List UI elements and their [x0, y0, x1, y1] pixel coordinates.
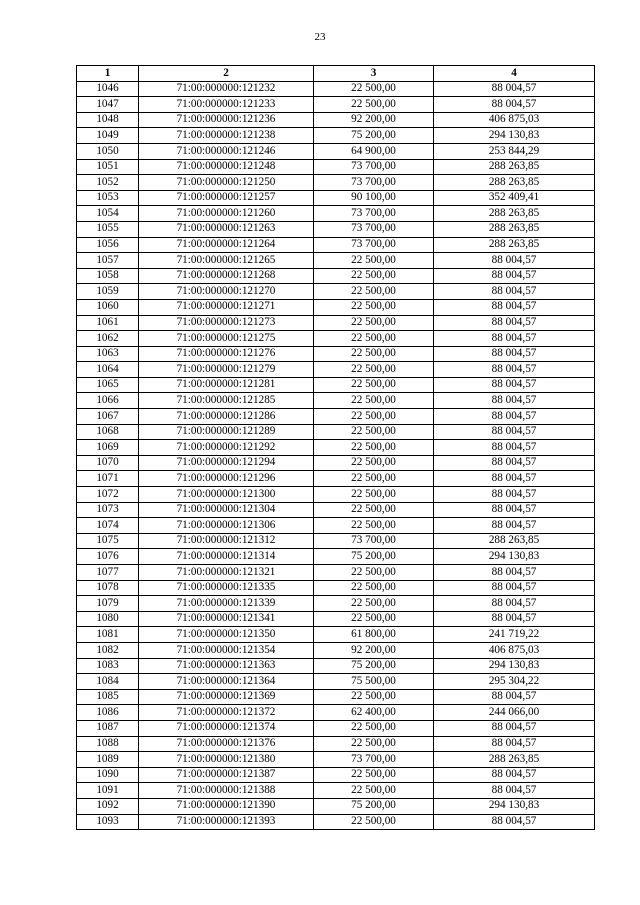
amount-cell: 288 263,85: [434, 159, 595, 175]
amount-cell: 88 004,57: [434, 611, 595, 627]
amount-cell: 288 263,85: [434, 175, 595, 191]
row-number-cell: 1067: [77, 409, 139, 425]
row-number-cell: 1079: [77, 596, 139, 612]
value-cell: 22 500,00: [314, 518, 434, 534]
cadastral-number-cell: 71:00:000000:121285: [139, 393, 314, 409]
table-header: [77, 66, 595, 82]
row-number-cell: 1077: [77, 565, 139, 581]
value-cell: 22 500,00: [314, 299, 434, 315]
cadastral-number-cell: 71:00:000000:121300: [139, 487, 314, 503]
row-number-cell: 1048: [77, 112, 139, 128]
value-cell: 73 700,00: [314, 175, 434, 191]
row-number-cell: 1083: [77, 658, 139, 674]
value-cell: 22 500,00: [314, 253, 434, 269]
amount-cell: 88 004,57: [434, 393, 595, 409]
column-header: 3: [314, 66, 434, 82]
column-header: 2: [139, 66, 314, 82]
value-cell: 75 200,00: [314, 798, 434, 814]
amount-cell: 88 004,57: [434, 471, 595, 487]
row-number-cell: 1082: [77, 642, 139, 658]
cadastral-number-cell: 71:00:000000:121339: [139, 596, 314, 612]
table-row: [77, 705, 595, 721]
amount-cell: 88 004,57: [434, 502, 595, 518]
amount-cell: 294 130,83: [434, 798, 595, 814]
table-row: [77, 409, 595, 425]
amount-cell: 88 004,57: [434, 689, 595, 705]
value-cell: 22 500,00: [314, 377, 434, 393]
cadastral-number-cell: 71:00:000000:121263: [139, 221, 314, 237]
cadastral-number-cell: 71:00:000000:121238: [139, 128, 314, 144]
amount-cell: 295 304,22: [434, 674, 595, 690]
table-row: [77, 455, 595, 471]
value-cell: 22 500,00: [314, 580, 434, 596]
table-row: [77, 159, 595, 175]
row-number-cell: 1064: [77, 362, 139, 378]
value-cell: 22 500,00: [314, 315, 434, 331]
row-number-cell: 1074: [77, 518, 139, 534]
value-cell: 90 100,00: [314, 190, 434, 206]
table-row: [77, 596, 595, 612]
amount-cell: 88 004,57: [434, 580, 595, 596]
amount-cell: 294 130,83: [434, 128, 595, 144]
cadastral-number-cell: 71:00:000000:121268: [139, 268, 314, 284]
value-cell: 73 700,00: [314, 752, 434, 768]
cadastral-number-cell: 71:00:000000:121388: [139, 783, 314, 799]
value-cell: 22 500,00: [314, 720, 434, 736]
table-row: [77, 206, 595, 222]
table-row: [77, 81, 595, 97]
table-row: [77, 752, 595, 768]
value-cell: 22 500,00: [314, 268, 434, 284]
cadastral-number-cell: 71:00:000000:121350: [139, 627, 314, 643]
amount-cell: 88 004,57: [434, 424, 595, 440]
row-number-cell: 1047: [77, 97, 139, 113]
cadastral-number-cell: 71:00:000000:121363: [139, 658, 314, 674]
cadastral-number-cell: 71:00:000000:121286: [139, 409, 314, 425]
cadastral-table: [76, 65, 595, 830]
row-number-cell: 1084: [77, 674, 139, 690]
row-number-cell: 1088: [77, 736, 139, 752]
row-number-cell: 1058: [77, 268, 139, 284]
row-number-cell: 1050: [77, 143, 139, 159]
cadastral-number-cell: 71:00:000000:121248: [139, 159, 314, 175]
cadastral-number-cell: 71:00:000000:121270: [139, 284, 314, 300]
value-cell: 75 200,00: [314, 128, 434, 144]
cadastral-number-cell: 71:00:000000:121341: [139, 611, 314, 627]
cadastral-number-cell: 71:00:000000:121312: [139, 533, 314, 549]
cadastral-number-cell: 71:00:000000:121273: [139, 315, 314, 331]
table-row: [77, 533, 595, 549]
amount-cell: 88 004,57: [434, 487, 595, 503]
cadastral-number-cell: 71:00:000000:121292: [139, 440, 314, 456]
value-cell: 22 500,00: [314, 502, 434, 518]
amount-cell: 294 130,83: [434, 658, 595, 674]
row-number-cell: 1092: [77, 798, 139, 814]
row-number-cell: 1068: [77, 424, 139, 440]
amount-cell: 288 263,85: [434, 752, 595, 768]
row-number-cell: 1073: [77, 502, 139, 518]
header-row: [77, 66, 595, 82]
cadastral-number-cell: 71:00:000000:121232: [139, 81, 314, 97]
amount-cell: 88 004,57: [434, 565, 595, 581]
value-cell: 22 500,00: [314, 783, 434, 799]
cadastral-number-cell: 71:00:000000:121321: [139, 565, 314, 581]
amount-cell: 88 004,57: [434, 814, 595, 830]
value-cell: 22 500,00: [314, 611, 434, 627]
cadastral-number-cell: 71:00:000000:121281: [139, 377, 314, 393]
row-number-cell: 1046: [77, 81, 139, 97]
amount-cell: 88 004,57: [434, 783, 595, 799]
table-row: [77, 440, 595, 456]
value-cell: 73 700,00: [314, 533, 434, 549]
value-cell: 73 700,00: [314, 237, 434, 253]
amount-cell: 288 263,85: [434, 533, 595, 549]
amount-cell: 88 004,57: [434, 315, 595, 331]
value-cell: 22 500,00: [314, 440, 434, 456]
cadastral-number-cell: 71:00:000000:121265: [139, 253, 314, 269]
amount-cell: 88 004,57: [434, 518, 595, 534]
amount-cell: 244 066,00: [434, 705, 595, 721]
cadastral-number-cell: 71:00:000000:121246: [139, 143, 314, 159]
row-number-cell: 1086: [77, 705, 139, 721]
amount-cell: 88 004,57: [434, 268, 595, 284]
cadastral-number-cell: 71:00:000000:121390: [139, 798, 314, 814]
amount-cell: 88 004,57: [434, 299, 595, 315]
amount-cell: 88 004,57: [434, 253, 595, 269]
amount-cell: 294 130,83: [434, 549, 595, 565]
cadastral-number-cell: 71:00:000000:121294: [139, 455, 314, 471]
value-cell: 22 500,00: [314, 767, 434, 783]
amount-cell: 253 844,29: [434, 143, 595, 159]
amount-cell: 288 263,85: [434, 221, 595, 237]
cadastral-number-cell: 71:00:000000:121314: [139, 549, 314, 565]
table-row: [77, 767, 595, 783]
amount-cell: 288 263,85: [434, 237, 595, 253]
row-number-cell: 1061: [77, 315, 139, 331]
table-row: [77, 736, 595, 752]
row-number-cell: 1090: [77, 767, 139, 783]
amount-cell: 88 004,57: [434, 346, 595, 362]
cadastral-number-cell: 71:00:000000:121271: [139, 299, 314, 315]
value-cell: 22 500,00: [314, 736, 434, 752]
row-number-cell: 1060: [77, 299, 139, 315]
amount-cell: 88 004,57: [434, 440, 595, 456]
table-row: [77, 299, 595, 315]
row-number-cell: 1080: [77, 611, 139, 627]
row-number-cell: 1085: [77, 689, 139, 705]
table-row: [77, 487, 595, 503]
row-number-cell: 1072: [77, 487, 139, 503]
cadastral-number-cell: 71:00:000000:121296: [139, 471, 314, 487]
amount-cell: 88 004,57: [434, 409, 595, 425]
cadastral-number-cell: 71:00:000000:121374: [139, 720, 314, 736]
table-row: [77, 221, 595, 237]
row-number-cell: 1071: [77, 471, 139, 487]
row-number-cell: 1056: [77, 237, 139, 253]
amount-cell: 88 004,57: [434, 596, 595, 612]
value-cell: 62 400,00: [314, 705, 434, 721]
table-row: [77, 268, 595, 284]
value-cell: 22 500,00: [314, 471, 434, 487]
page-number: 23: [314, 31, 326, 43]
cadastral-number-cell: 71:00:000000:121387: [139, 767, 314, 783]
value-cell: 61 800,00: [314, 627, 434, 643]
cadastral-number-cell: 71:00:000000:121376: [139, 736, 314, 752]
amount-cell: 88 004,57: [434, 377, 595, 393]
cadastral-number-cell: 71:00:000000:121369: [139, 689, 314, 705]
cadastral-number-cell: 71:00:000000:121279: [139, 362, 314, 378]
value-cell: 75 200,00: [314, 658, 434, 674]
table-row: [77, 112, 595, 128]
table-row: [77, 814, 595, 830]
amount-cell: 88 004,57: [434, 767, 595, 783]
cadastral-number-cell: 71:00:000000:121364: [139, 674, 314, 690]
cadastral-number-cell: 71:00:000000:121306: [139, 518, 314, 534]
cadastral-number-cell: 71:00:000000:121250: [139, 175, 314, 191]
table-row: [77, 642, 595, 658]
cadastral-number-cell: 71:00:000000:121335: [139, 580, 314, 596]
value-cell: 22 500,00: [314, 487, 434, 503]
row-number-cell: 1066: [77, 393, 139, 409]
column-header: 4: [434, 66, 595, 82]
value-cell: 73 700,00: [314, 221, 434, 237]
cadastral-number-cell: 71:00:000000:121380: [139, 752, 314, 768]
table-row: [77, 689, 595, 705]
table-row: [77, 580, 595, 596]
amount-cell: 88 004,57: [434, 284, 595, 300]
amount-cell: 406 875,03: [434, 112, 595, 128]
table-row: [77, 549, 595, 565]
table-row: [77, 331, 595, 347]
value-cell: 22 500,00: [314, 81, 434, 97]
value-cell: 22 500,00: [314, 565, 434, 581]
cadastral-number-cell: 71:00:000000:121275: [139, 331, 314, 347]
row-number-cell: 1075: [77, 533, 139, 549]
table-row: [77, 502, 595, 518]
row-number-cell: 1062: [77, 331, 139, 347]
table-row: [77, 393, 595, 409]
row-number-cell: 1054: [77, 206, 139, 222]
table-row: [77, 518, 595, 534]
row-number-cell: 1070: [77, 455, 139, 471]
value-cell: 22 500,00: [314, 424, 434, 440]
row-number-cell: 1057: [77, 253, 139, 269]
amount-cell: 88 004,57: [434, 362, 595, 378]
row-number-cell: 1089: [77, 752, 139, 768]
table-body: [77, 81, 595, 830]
value-cell: 22 500,00: [314, 346, 434, 362]
value-cell: 22 500,00: [314, 362, 434, 378]
amount-cell: 288 263,85: [434, 206, 595, 222]
cadastral-number-cell: 71:00:000000:121233: [139, 97, 314, 113]
table-row: [77, 97, 595, 113]
row-number-cell: 1055: [77, 221, 139, 237]
value-cell: 75 500,00: [314, 674, 434, 690]
value-cell: 22 500,00: [314, 814, 434, 830]
value-cell: 22 500,00: [314, 393, 434, 409]
table-row: [77, 284, 595, 300]
table-row: [77, 237, 595, 253]
table-row: [77, 611, 595, 627]
row-number-cell: 1081: [77, 627, 139, 643]
value-cell: 64 900,00: [314, 143, 434, 159]
row-number-cell: 1053: [77, 190, 139, 206]
amount-cell: 88 004,57: [434, 720, 595, 736]
value-cell: 22 500,00: [314, 97, 434, 113]
amount-cell: 88 004,57: [434, 736, 595, 752]
table-row: [77, 627, 595, 643]
value-cell: 92 200,00: [314, 642, 434, 658]
table-row: [77, 658, 595, 674]
cadastral-number-cell: 71:00:000000:121354: [139, 642, 314, 658]
row-number-cell: 1078: [77, 580, 139, 596]
value-cell: 73 700,00: [314, 159, 434, 175]
row-number-cell: 1051: [77, 159, 139, 175]
amount-cell: 352 409,41: [434, 190, 595, 206]
cadastral-number-cell: 71:00:000000:121393: [139, 814, 314, 830]
value-cell: 22 500,00: [314, 596, 434, 612]
row-number-cell: 1052: [77, 175, 139, 191]
amount-cell: 88 004,57: [434, 331, 595, 347]
amount-cell: 88 004,57: [434, 81, 595, 97]
column-header: 1: [77, 66, 139, 82]
table-row: [77, 362, 595, 378]
table-row: [77, 424, 595, 440]
row-number-cell: 1076: [77, 549, 139, 565]
row-number-cell: 1059: [77, 284, 139, 300]
value-cell: 92 200,00: [314, 112, 434, 128]
table-row: [77, 253, 595, 269]
cadastral-number-cell: 71:00:000000:121257: [139, 190, 314, 206]
row-number-cell: 1087: [77, 720, 139, 736]
value-cell: 22 500,00: [314, 331, 434, 347]
cadastral-number-cell: 71:00:000000:121372: [139, 705, 314, 721]
amount-cell: 88 004,57: [434, 97, 595, 113]
row-number-cell: 1063: [77, 346, 139, 362]
cadastral-number-cell: 71:00:000000:121236: [139, 112, 314, 128]
cadastral-number-cell: 71:00:000000:121264: [139, 237, 314, 253]
row-number-cell: 1049: [77, 128, 139, 144]
table-row: [77, 175, 595, 191]
cadastral-number-cell: 71:00:000000:121260: [139, 206, 314, 222]
table-row: [77, 315, 595, 331]
table-row: [77, 783, 595, 799]
row-number-cell: 1065: [77, 377, 139, 393]
row-number-cell: 1069: [77, 440, 139, 456]
value-cell: 22 500,00: [314, 409, 434, 425]
table-row: [77, 798, 595, 814]
row-number-cell: 1091: [77, 783, 139, 799]
table-row: [77, 565, 595, 581]
table-row: [77, 720, 595, 736]
value-cell: 22 500,00: [314, 284, 434, 300]
cadastral-number-cell: 71:00:000000:121304: [139, 502, 314, 518]
amount-cell: 241 719,22: [434, 627, 595, 643]
row-number-cell: 1093: [77, 814, 139, 830]
cadastral-number-cell: 71:00:000000:121276: [139, 346, 314, 362]
value-cell: 73 700,00: [314, 206, 434, 222]
amount-cell: 88 004,57: [434, 455, 595, 471]
table-row: [77, 190, 595, 206]
table-row: [77, 346, 595, 362]
table-row: [77, 143, 595, 159]
table-row: [77, 128, 595, 144]
value-cell: 75 200,00: [314, 549, 434, 565]
amount-cell: 406 875,03: [434, 642, 595, 658]
value-cell: 22 500,00: [314, 455, 434, 471]
value-cell: 22 500,00: [314, 689, 434, 705]
table-row: [77, 377, 595, 393]
table-row: [77, 471, 595, 487]
table-row: [77, 674, 595, 690]
cadastral-number-cell: 71:00:000000:121289: [139, 424, 314, 440]
